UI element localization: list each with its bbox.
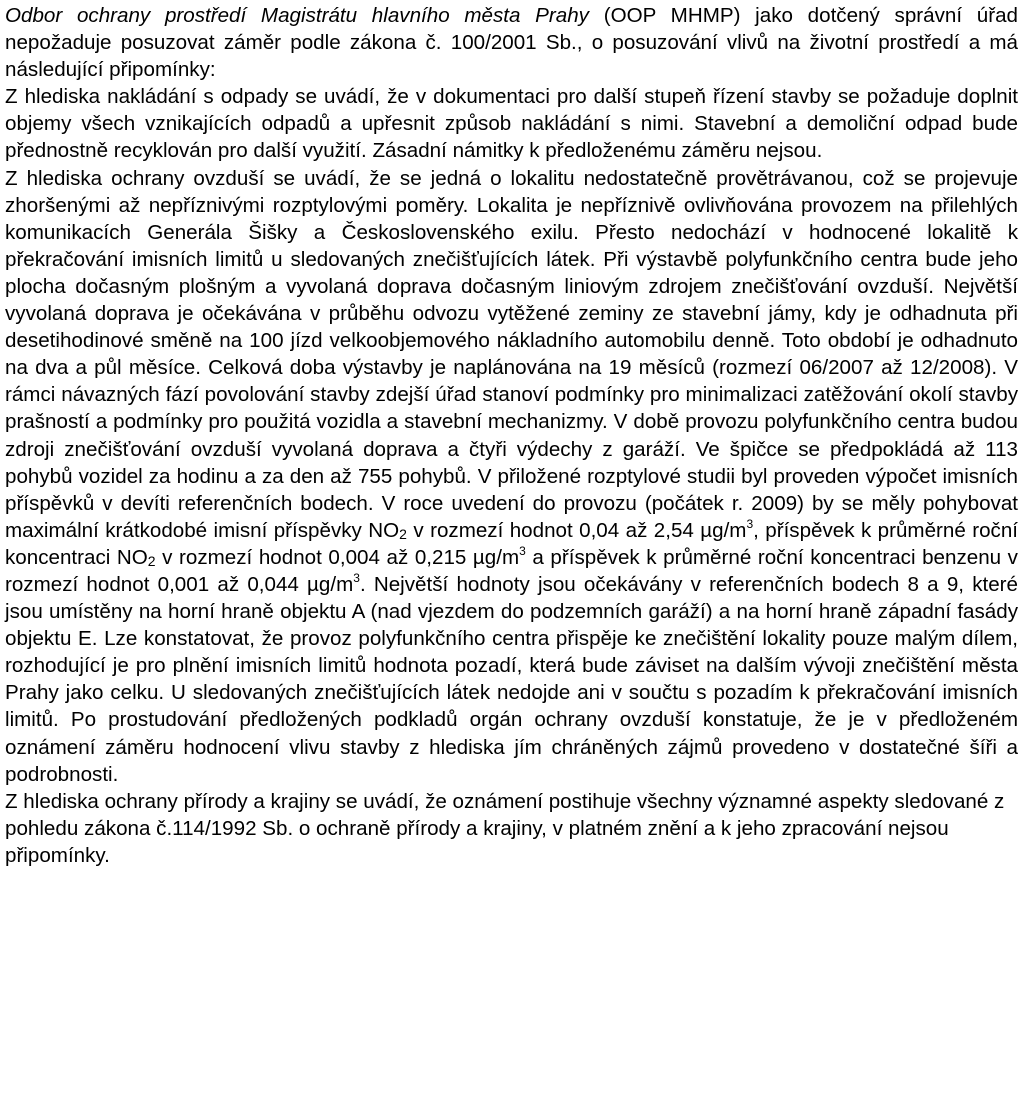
- superscript: 3: [746, 516, 754, 531]
- air-text-part: Z hlediska ochrany ovzduší se uvádí, že se jedná o lokalitu nedostatečně provětrávanou, což se projevuje zhoršenými až nepříznivými rozptylovými poměry. Lokalita je nepříznivě ovlivňována provozem na přilehlých komunikacích Generála Šišky a Československého exilu. Přesto nedochází v hodnocené lokalitě k překračování imisních limitů u sledovaných znečišťujících látek. Při výstavbě polyfunkčního centra bude jeho plocha dočasným plošným a vyvolaná doprava dočasným liniovým zdrojem znečišťování ovzduší. Největší vyvolaná doprava je očekávána v průběhu odvozu vytěžené zeminy ze stavební jámy, kdy je odhadnuta při desetihodinové směně na 100 jízd velkoobjemového nákladního automobilu denně. Toto období je odhadnuto na dva a půl měsíce. Celková doba výstavby je naplánována na 19 měsíců (rozmezí 06/2007 až 12/2008). V rámci návazných fází povolování stavby zdejší úřad stanoví podmínky pro minimalizaci zatěžování okolí stavby prašností a podmínky pro použitá vozidla a stavební mechanizmy. V době provozu polyfunkčního centra budou zdroji znečišťování ovzduší vyvolaná doprava a čtyři výdechy z garáží. Ve špičce se předpokládá až 113 pohybů vozidel za hodinu a za den až 755 pohybů. V přiložené rozptylové studii byl proveden výpočet imisních příspěvků v devíti referenčních bodech. V roce uvedení do provozu (počátek r. 2009) by se měly pohybovat maximální krátkodobé imisní příspěvky NO: [5, 166, 1018, 542]
- air-protection-paragraph: [5, 165, 1018, 788]
- intro-text: (OOP MHMP) jako dotčený správní úřad nepožaduje posuzovat záměr podle zákona č. 100/2001 Sb., o posuzování vlivů na životní prostředí a má následující připomínky:: [5, 4, 1018, 82]
- air-text-part: . Největší hodnoty jsou očekávány v referenčních bodech 8 a 9, které jsou umístěny na horní hraně objektu A (nad vjezdem do podzemních garáží) a na horní hraně západní fasády objektu E. Lze konstatovat, že provoz polyfunkčního centra přispěje ke znečištění lokality pouze malým dílem, rozhodující je pro plnění imisních limitů hodnota pozadí, která bude záviset na dalším vývoji znečištění města Prahy jako celku. U sledovaných znečišťujících látek nedojde ani v součtu s pozadím k překračování imisních limitů. Po prostudování předložených podkladů orgán ochrany ovzduší konstatuje, že je v předloženém oznámení záměru hodnocení vlivu stavby z hlediska jím chráněných zájmů provedeno v dostatečné šíři a podrobnosti.: [5, 572, 1018, 786]
- subscript: 2: [147, 552, 156, 569]
- intro-paragraph: [5, 2, 1018, 83]
- air-text-part: , příspěvek k průměrné roční koncentraci NO: [5, 518, 1018, 569]
- organization-name: Odbor ochrany prostředí Magistrátu hlavního města Prahy: [5, 4, 589, 27]
- air-text-part: a příspěvek k průměrné roční koncentraci benzenu v rozmezí hodnot 0,001 až 0,044 µg/m: [5, 545, 1018, 596]
- waste-paragraph: Z hlediska nakládání s odpady se uvádí, že v dokumentaci pro další stupeň řízení stavby se požaduje doplnit objemy všech vznikajících odpadů a upřesnit způsob nakládání s nimi. Stavební a demoliční odpad bude přednostně recyklován pro další využití. Zásadní námitky k předloženému záměru nejsou.: [5, 85, 1018, 163]
- superscript: 3: [353, 570, 360, 585]
- nature-protection-paragraph: Z hlediska ochrany přírody a krajiny se uvádí, že oznámení postihuje všechny významné aspekty sledované z pohledu zákona č.114/1992 Sb. o ochraně přírody a krajiny, v platném znění a k jeho zpracování nejsou připomínky.: [5, 789, 1005, 867]
- air-text-part: v rozmezí hodnot 0,04 až 2,54 µg/m: [406, 518, 747, 542]
- air-text-part: v rozmezí hodnot 0,004 až 0,215 µg/m: [155, 545, 520, 569]
- superscript: 3: [519, 543, 526, 558]
- subscript: 2: [399, 525, 407, 542]
